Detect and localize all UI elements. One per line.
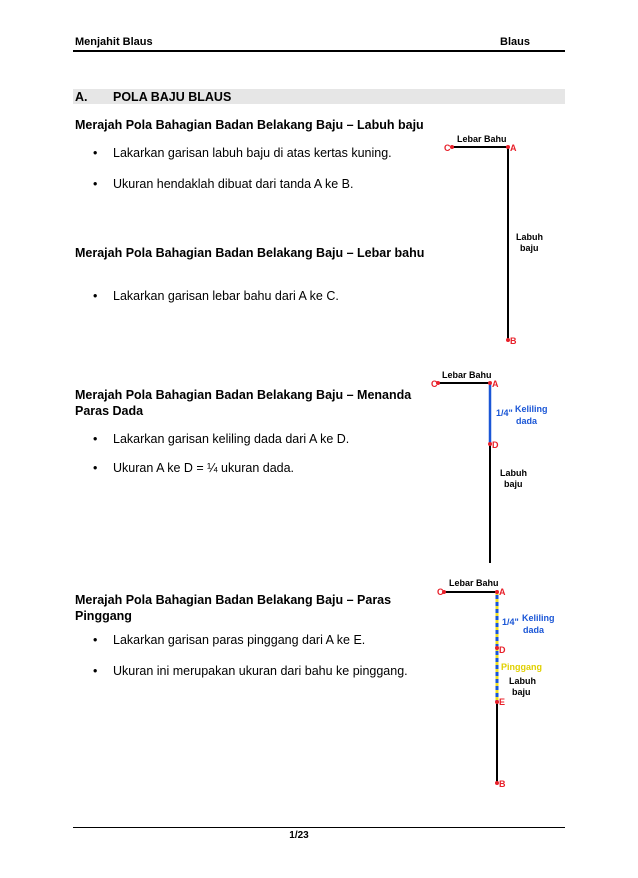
diagram-paras-dada xyxy=(431,370,548,563)
label-lebar-bahu: Lebar Bahu xyxy=(449,578,499,588)
label-point-a: A xyxy=(492,379,499,389)
label-point-a: A xyxy=(499,587,506,597)
label-point-d: D xyxy=(492,440,499,450)
label-point-d: D xyxy=(499,645,506,655)
label-quarter: 1/4" xyxy=(502,617,519,627)
block-3-bullet-1: Lakarkan garisan keliling dada dari A ke D. xyxy=(113,432,350,446)
header-chapter-title: Blaus xyxy=(500,36,530,48)
block-1-bullet-1: Lakarkan garisan labuh baju di atas kertas kuning. xyxy=(113,146,392,160)
block-2-bullet-1: Lakarkan garisan lebar bahu dari A ke C. xyxy=(113,289,339,303)
label-labuh: Labuh xyxy=(516,232,543,242)
label-lebar-bahu: Lebar Bahu xyxy=(457,134,507,144)
label-point-b: B xyxy=(510,336,517,346)
label-keliling: Keliling xyxy=(522,613,555,623)
label-point-e: E xyxy=(499,697,506,707)
block-4-bullet-1: Lakarkan garisan paras pinggang dari A ke E. xyxy=(113,633,366,647)
bullet: • xyxy=(93,461,98,475)
label-point-a: A xyxy=(510,143,517,153)
bullet: • xyxy=(93,146,98,160)
label-pinggang: Pinggang xyxy=(501,662,542,672)
label-dada: dada xyxy=(523,625,545,635)
label-keliling: Keliling xyxy=(515,404,548,414)
bullet: • xyxy=(93,664,98,678)
block-1-bullet-2: Ukuran hendaklah dibuat dari tanda A ke B. xyxy=(113,177,354,191)
section-letter: A. xyxy=(75,90,88,104)
bullet: • xyxy=(93,177,98,191)
block-1-heading: Merajah Pola Bahagian Badan Belakang Baju – Labuh baju xyxy=(75,118,424,132)
label-point-c: C xyxy=(431,379,438,389)
label-point-b: B xyxy=(499,779,506,789)
header-document-title: Menjahit Blaus xyxy=(75,36,153,48)
section-title: POLA BAJU BLAUS xyxy=(113,90,232,104)
point-c-marker xyxy=(450,145,454,149)
label-baju: baju xyxy=(520,243,539,253)
label-labuh: Labuh xyxy=(500,468,527,478)
label-point-c: C xyxy=(437,587,444,597)
block-4-heading: Merajah Pola Bahagian Badan Belakang Baju – Paras Pinggang xyxy=(75,593,392,623)
block-4-bullet-2: Ukuran ini merupakan ukuran dari bahu ke pinggang. xyxy=(113,664,408,678)
bullet: • xyxy=(93,633,98,647)
block-3-bullet-2: Ukuran A ke D = ¼ ukuran dada. xyxy=(113,461,295,475)
footer-rule xyxy=(73,827,565,828)
label-labuh: Labuh xyxy=(509,676,536,686)
label-lebar-bahu: Lebar Bahu xyxy=(442,370,492,380)
bullet: • xyxy=(93,289,98,303)
label-dada: dada xyxy=(516,416,538,426)
block-2-heading: Merajah Pola Bahagian Badan Belakang Baju – Lebar bahu xyxy=(75,246,425,260)
page-number: 1/23 xyxy=(289,830,309,841)
diagram-paras-pinggang xyxy=(437,578,555,789)
bullet: • xyxy=(93,432,98,446)
label-point-c: C xyxy=(444,143,451,153)
label-baju: baju xyxy=(504,479,523,489)
block-3-heading: Merajah Pola Bahagian Badan Belakang Baju – Menanda Paras Dada xyxy=(75,388,412,418)
diagram-labuh-baju xyxy=(444,134,543,346)
label-quarter: 1/4" xyxy=(496,408,513,418)
label-baju: baju xyxy=(512,687,531,697)
